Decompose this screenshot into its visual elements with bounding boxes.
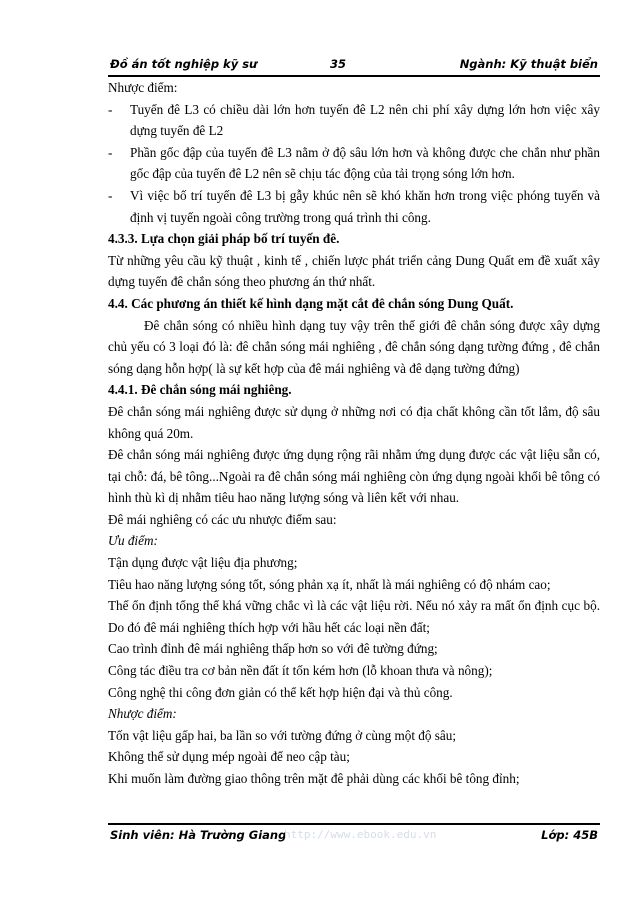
header-major: Ngành: Kỹ thuật biển — [459, 57, 598, 71]
section-heading-4-4: 4.4. Các phương án thiết kế hình dạng mặt cắt đê chắn sóng Dung Quất. — [108, 295, 514, 311]
document-body — [108, 77, 600, 790]
bullet-text: Vì việc bố trí tuyến đê L3 bị gẫy khúc nên sẽ khó khăn hơn trong việc phóng tuyến và định vị tuyến ngoài công trường trong quá trình thi công. — [130, 187, 600, 225]
bullet-text: Tuyến đê L3 có chiều dài lớn hơn tuyến đê L2 nên chi phí xây dựng lớn hơn việc xây dựng tuyến đê L2 — [130, 101, 600, 139]
bullet-dash: - — [108, 101, 113, 117]
bullet-text: Phần gốc đập của tuyến đê L3 nằm ở độ sâu lớn hơn và không được che chắn như phần gốc đập của tuyến đê L2 nên sẽ chịu tác động của tải trọng sóng lớn hơn. — [130, 144, 600, 182]
footer-student: Sinh viên: Hà Trường Giang — [110, 828, 287, 842]
bullet-item — [108, 99, 600, 142]
paragraph: Đê chắn sóng mái nghiêng được ứng dụng rộng rãi nhằm ứng dụng được các vật liệu sẵn có, tại chỗ: đá, bê tông...Ngoài ra đê chắn sóng mái nghiêng còn ứng dụng ngoài khối bê tông có hình thù kì dị nhằm tiêu hao năng lượng sóng và liên kết với nhau. — [108, 447, 600, 506]
bullet-dash: - — [108, 144, 113, 160]
bullet-dash: - — [108, 187, 113, 203]
cons-item: Không thể sử dụng mép ngoài để neo cập tàu; — [108, 749, 350, 765]
cons-heading: Nhược điểm: — [108, 80, 178, 95]
page-number: 35 — [330, 57, 347, 71]
cons-heading: Nhược điểm: — [108, 706, 177, 722]
pros-item: Cao trình đỉnh đê mái nghiêng thấp hơn so với đê tường đứng; — [108, 641, 438, 657]
header-thesis-title: Đồ án tốt nghiệp kỹ sư — [110, 57, 258, 71]
page-header — [108, 55, 600, 75]
pros-item: Công nghệ thi công đơn giản có thể kết hợp hiện đại và thủ công. — [108, 684, 453, 700]
cons-item: Tốn vật liệu gấp hai, ba lần so với tường đứng ở cùng một độ sâu; — [108, 727, 457, 743]
cons-item: Khi muốn làm đường giao thông trên mặt đê phải dùng các khối bê tông đỉnh; — [108, 771, 520, 786]
bullet-item — [108, 185, 600, 228]
section-heading-4-3-3: 4.3.3. Lựa chọn giải pháp bố trí tuyến đê. — [108, 231, 340, 247]
paragraph: Đê chắn sóng có nhiều hình dạng tuy vậy trên thế giới đê chắn sóng được xây dựng chủ yếu có 3 loại đó là: đê chắn sóng mái nghiêng , đê chắn sóng dạng tường đứng , đê chắn sóng dạng hỗn hợp( là sự kết hợp của đê mái nghiêng và đê dạng tường đứng) — [108, 317, 600, 376]
paragraph: Đê chắn sóng mái nghiêng được sử dụng ở những nơi có địa chất không cần tốt lắm, độ sâu không quá 20m. — [108, 403, 600, 441]
bullet-item — [108, 142, 600, 185]
footer-class: Lớp: 45B — [541, 828, 598, 842]
paragraph: Đê mái nghiêng có các ưu nhược điểm sau: — [108, 511, 337, 527]
pros-item: Thế ổn định tổng thể khá vững chắc vì là các vật liệu rời. Nếu nó xảy ra mất ổn định cục bộ. Do đó đê mái nghiêng thích hợp với hầu hết các loại nền đất; — [108, 598, 600, 635]
pros-item: Công tác điều tra cơ bản nền đất ít tốn kém hơn (lỗ khoan thưa và nông); — [108, 663, 493, 679]
pros-heading: Ưu điểm: — [108, 533, 158, 549]
paragraph: Từ những yêu cầu kỹ thuật , kinh tế , chiến lược phát triển cảng Dung Quất em đề xuất xây dựng tuyến đê chắn sóng theo phương án thứ nhất. — [108, 252, 600, 290]
pros-item: Tiêu hao năng lượng sóng tốt, sóng phản xạ ít, nhất là mái nghiêng có độ nhám cao; — [108, 576, 551, 592]
footer-watermark-url: http://www.ebook.edu.vn — [284, 828, 437, 841]
footer-divider — [108, 823, 600, 825]
page-footer — [108, 827, 600, 847]
pros-item: Tận dụng được vật liệu địa phương; — [108, 555, 298, 571]
section-heading-4-4-1: 4.4.1. Đê chắn sóng mái nghiêng. — [108, 382, 292, 398]
